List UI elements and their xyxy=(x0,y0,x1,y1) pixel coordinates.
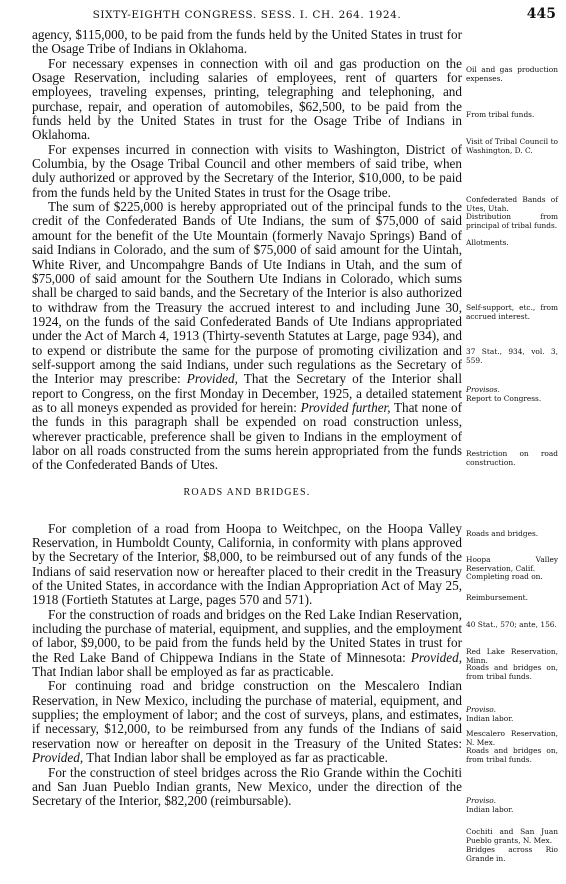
margin-note: 37 Stat., 934, vol. 3, 559. xyxy=(466,347,558,365)
margin-note: Report to Congress. xyxy=(466,394,542,403)
paragraph-osage-agency: agency, $115,000, to be paid from the funds held by the United States in trust for the Osage Tribe of Indians in Oklahoma. xyxy=(32,27,462,57)
provided-label: Provided, xyxy=(186,371,238,387)
margin-note: Roads and bridges on, from tribal funds. xyxy=(466,746,558,764)
report-proviso-text: That the Secretary of the Interior shall report to Congress, on the first Monday in December, 1925, a detailed statement as to all moneys expended as provided for herein: xyxy=(32,371,463,415)
red-lake-proviso: That Indian labor shall be employed as far as practicable. xyxy=(32,664,334,680)
red-lake-text: For the construction of roads and bridges on the Red Lake Indian Reservation, including the purchase of material, equipment, and supplies, and the employment of labor, $9,000, to be paid from the funds held by the United States in trust for the Red Lake Band of Chippewa Indians in the State of Minnesota: xyxy=(32,606,462,665)
margin-note: Mescalero Reservation, N. Mex. xyxy=(466,729,558,747)
paragraph-hoopa-road: For completion of a road from Hoopa to Weitchpec, on the Hoopa Valley Reservation, in Humboldt County, California, in conformity with plans approved by the Secretary of the Interior, $8,000, to be reimbursed out of any funds of the Indians of said reservation now or hereafter placed to their credit in the Treasury of the United States, in accordance with the Indian Appropriation Act of May 25, 1918 (Fortieth Statutes at Large, pages 570 and 571). xyxy=(32,520,462,608)
ute-bands-text: The sum of $225,000 is hereby appropriated out of the principal funds to the credit of the Confederated Bands of Ute Indians, the sum of $75,000 of said amount for the benefit of the Ute Mountain (formerly Navajo Springs) Band of said Indians in Colorado, and the sum of $75,000 of said amount for the Uintah, White River, and Uncompahgre Bands of Ute Indians in Utah, and the sum of $75,000 of said amount for the Southern Ute Indians in Colorado, which sums shall be charged to said bands, and the Secretary of the Interior is also authorized to withdraw from the Treasury the accrued interest to and including June 30, 1924, on the funds of the said Confederated Bands of Ute Indians appropriated under the Act of March 4, 1913 (Thirty-seventh Statutes at Large, page 934), and to expend or distribute the same for the purpose of promoting civilization and self-support among the said Indians, under such regulations as the Secretary of the Interior may prescribe: xyxy=(32,199,462,387)
paragraph-oil-gas: For necessary expenses in connection with oil and gas production on the Osage Reservation, including salaries of employees, rent of quarters for employees, traveling expenses, printing, telegraphing and telephoning, and purchase, repair, and operation of automobiles, $62,500, to be paid from the funds held by the United States in trust for the Osage Tribe of Indians in Oklahoma. xyxy=(32,55,462,143)
margin-note: Restriction on road construction. xyxy=(466,449,558,467)
margin-note: Provisos. xyxy=(466,385,500,394)
page-header xyxy=(32,6,556,26)
paragraph-cochiti-bridges: For the construction of steel bridges across the Rio Grande within the Cochiti and San Juan Pueblo Indian grants, New Mexico, under the direction of the Secretary of the Interior, $82,200 (reimbursable). xyxy=(32,764,462,809)
margin-note: 40 Stat., 570; ante, 156. xyxy=(466,620,557,629)
margin-note: Proviso. xyxy=(466,796,496,805)
margin-note: Allotments. xyxy=(466,238,509,247)
section-heading: ROADS AND BRIDGES. xyxy=(183,486,311,498)
margin-note: Cochiti and San Juan Pueblo grants, N. Mex. xyxy=(466,827,558,845)
margin-note: Completing road on. xyxy=(466,572,543,581)
margin-note: Roads and bridges on, from tribal funds. xyxy=(466,663,558,681)
margin-note: Visit of Tribal Council to Washington, D. C. xyxy=(466,137,558,155)
margin-note: Indian labor. xyxy=(466,805,514,814)
margin-note: Hoopa Valley Reservation, Calif. xyxy=(466,555,558,573)
margin-note: Indian labor. xyxy=(466,714,514,723)
paragraph-red-lake xyxy=(32,608,462,680)
margin-note: Distribution from principal of tribal funds. xyxy=(466,212,558,230)
margin-note: Bridges across Rio Grande in. xyxy=(466,845,558,863)
road-restriction-text: That none of the funds in this paragraph shall be expended on road construction unless, wherever practicable, preference shall be given to Indians in the employment of labor on all roads constructed from the sums herein appropriated from the funds of the Confederated Bands of Utes. xyxy=(32,399,462,473)
margin-note: From tribal funds. xyxy=(466,110,535,119)
margin-note: Self-support, etc., from accrued interest. xyxy=(466,303,558,321)
margin-note: Roads and bridges. xyxy=(466,529,539,538)
body-text xyxy=(32,28,462,809)
margin-note: Reimbursement. xyxy=(466,593,528,602)
margin-note: Oil and gas production expenses. xyxy=(466,65,558,83)
margin-note: Confederated Bands of Utes, Utah. xyxy=(466,195,558,213)
provided-label: Provided, xyxy=(32,750,84,766)
paragraph-washington-visit: For expenses incurred in connection with visits to Washington, District of Columbia, by the Osage Tribal Council and other members of said tribe, when duly authorized or approved by the Secretary of the Interior, $10,000, to be paid from the funds held by the United States in trust for the Osage tribe. xyxy=(32,141,462,200)
running-head: SIXTY-EIGHTH CONGRESS. SESS. I. CH. 264. 1924. xyxy=(92,9,402,21)
provided-further-label: Provided further, xyxy=(300,399,391,415)
mescalero-proviso: That Indian labor shall be employed as far as practicable. xyxy=(86,750,388,766)
paragraph-mescalero xyxy=(32,679,462,765)
margin-note: Red Lake Reservation, Minn. xyxy=(466,647,558,665)
provided-label: Provided, xyxy=(410,649,463,665)
mescalero-text: For continuing road and bridge construction on the Mescalero Indian Reservation, in New Mexico, including the purchase of material, equipment, and supplies; the employment of labor; and the cost of surveys, plans, and estimates, if necessary, $12,000, to be reimbursed from any funds of the Indians of said reservation now or hereafter on deposit in the Treasury of the United States: xyxy=(32,678,462,751)
margin-note: Proviso. xyxy=(466,705,496,714)
paragraph-ute-bands xyxy=(32,200,462,473)
page-number: 445 xyxy=(526,6,556,22)
